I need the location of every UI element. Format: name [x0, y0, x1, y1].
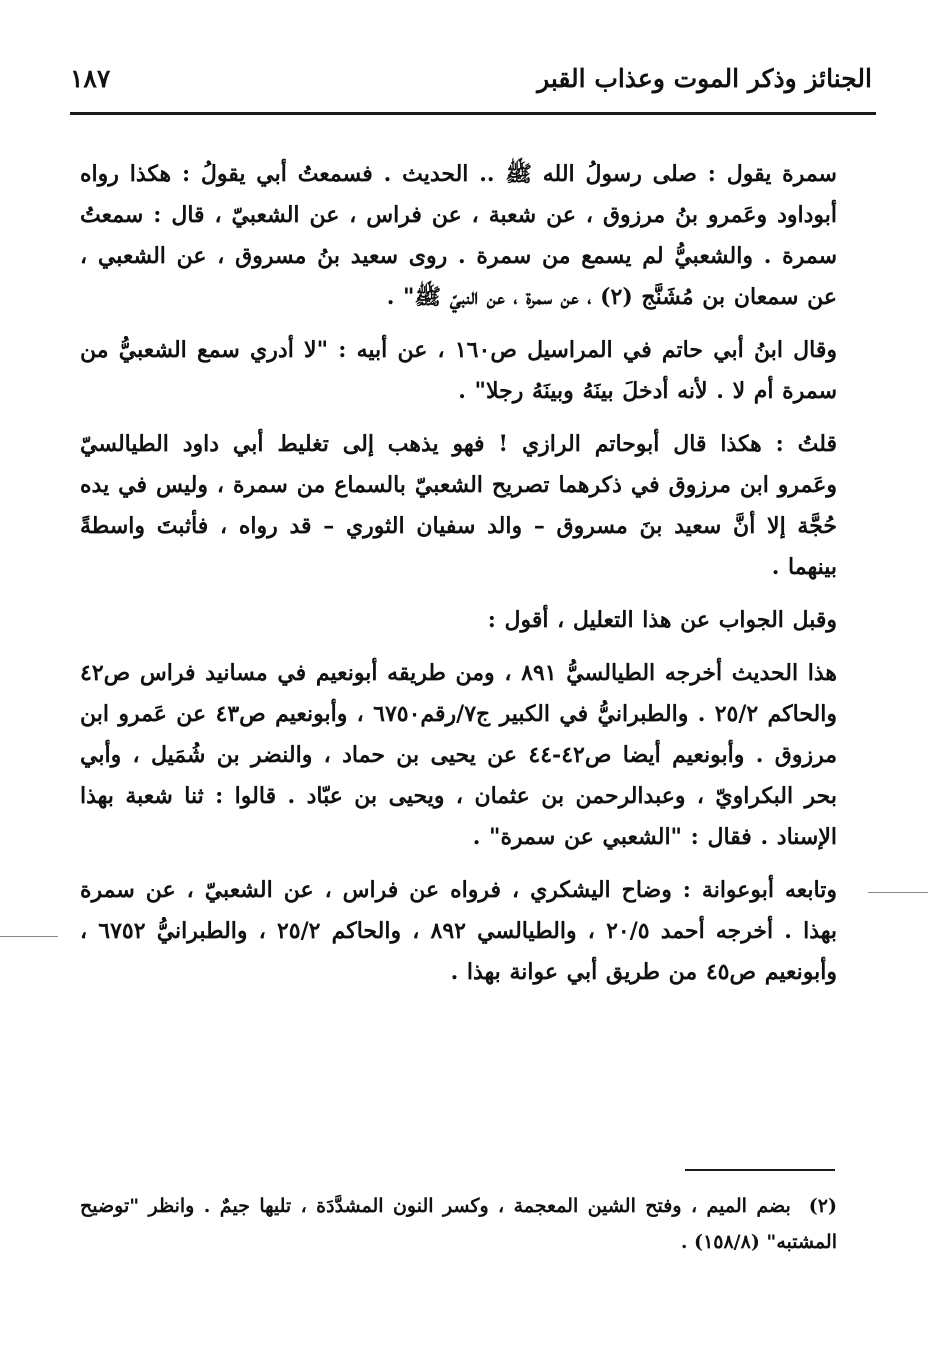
page-header — [70, 58, 872, 102]
header-rule — [70, 112, 876, 115]
paragraph-6: وتابعه أبوعوانة : وضاح اليشكري ، فرواه عن فراس ، عن الشعبيّ ، عن سمرة بهذا . أخرجه أحمد ٢٠/٥ ، والطيالسي ٨٩٢ ، والحاكم ٢٥/٢ ، والطبرانيُّ ٦٧٥٢ ، وأبونعيم ص٤٥ من طريق أبي عوانة بهذا . — [80, 877, 838, 985]
scan-artifact — [0, 936, 58, 937]
paragraph-2: وقال ابنُ أبي حاتم في المراسيل ص١٦٠ ، عن أبيه : "لا أدري سمع الشعبيُّ من سمرة أم لا . لأنه أدخلَ بينَهُ وبينَهُ رجلا" . — [80, 337, 837, 404]
running-title: الجنائز وذكر الموت وعذاب القبر — [537, 64, 872, 93]
page-number: ١٨٧ — [70, 64, 111, 93]
main-text — [80, 150, 837, 1005]
paragraph-5: هذا الحديث أخرجه الطيالسيُّ ٨٩١ ، ومن طريقه أبونعيم في مسانيد فراس ص٤٢ والحاكم ٢٥/٢ . والطبرانيُّ في الكبير ج٧/رقم٦٧٥٠ ، وأبونعيم ص٤٣ عن عَمرو ابن مرزوق . وأبونعيم أيضا ص٤٢-٤٤ عن يحيى بن حماد ، والنضر بن شُمَيل ، وأبي بحر البكراويّ ، وعبدالرحمن بن عثمان ، ويحيى بن عبّاد . قالوا : ثنا شعبة بهذا الإسناد . فقال : "الشعبي عن سمرة" . — [80, 660, 837, 850]
paragraph-1: سمرة يقول : صلى رسولُ الله ﷺ .. الحديث . فسمعتُ أبي يقولُ : هكذا رواه أبوداود وعَمرو بنُ مرزوق ، عن شعبة ، عن فراس ، عن الشعبيّ ، قال : سمعتُ سمرة . والشعبيُّ لم يسمع من سمرة . روى سعيد بنُ مسروق ، عن الشعبي ، عن سمعان بن مُشَنَّج (٢) ، عن سمرة ، عن النبيّ ﷺ" . — [80, 161, 837, 310]
paragraph-4: وقبل الجواب عن هذا التعليل ، أقول : — [487, 607, 837, 633]
footnote — [80, 1188, 837, 1260]
paragraph-3: قلتُ : هكذا قال أبوحاتم الرازي ! فهو يذهب إلى تغليط أبي داود الطيالسيّ وعَمرو ابن مرزوق في ذكرهما تصريح الشعبيّ بالسماع من سمرة ، وليس في يده حُجَّة إلا أنَّ سعيد بنَ مسروق – والد سفيان الثوري – قد رواه ، فأثبتَ واسطةً بينهما . — [80, 431, 837, 580]
footnote-marker: (٢) — [808, 1195, 837, 1217]
footnote-text: بضم الميم ، وفتح الشين المعجمة ، وكسر النون المشدَّدَة ، تليها جيمٌ . وانظر "توضيح المشتبه" (١٥٨/٨) . — [80, 1195, 837, 1253]
scan-artifact — [868, 892, 928, 893]
footnote-rule — [685, 1169, 835, 1171]
